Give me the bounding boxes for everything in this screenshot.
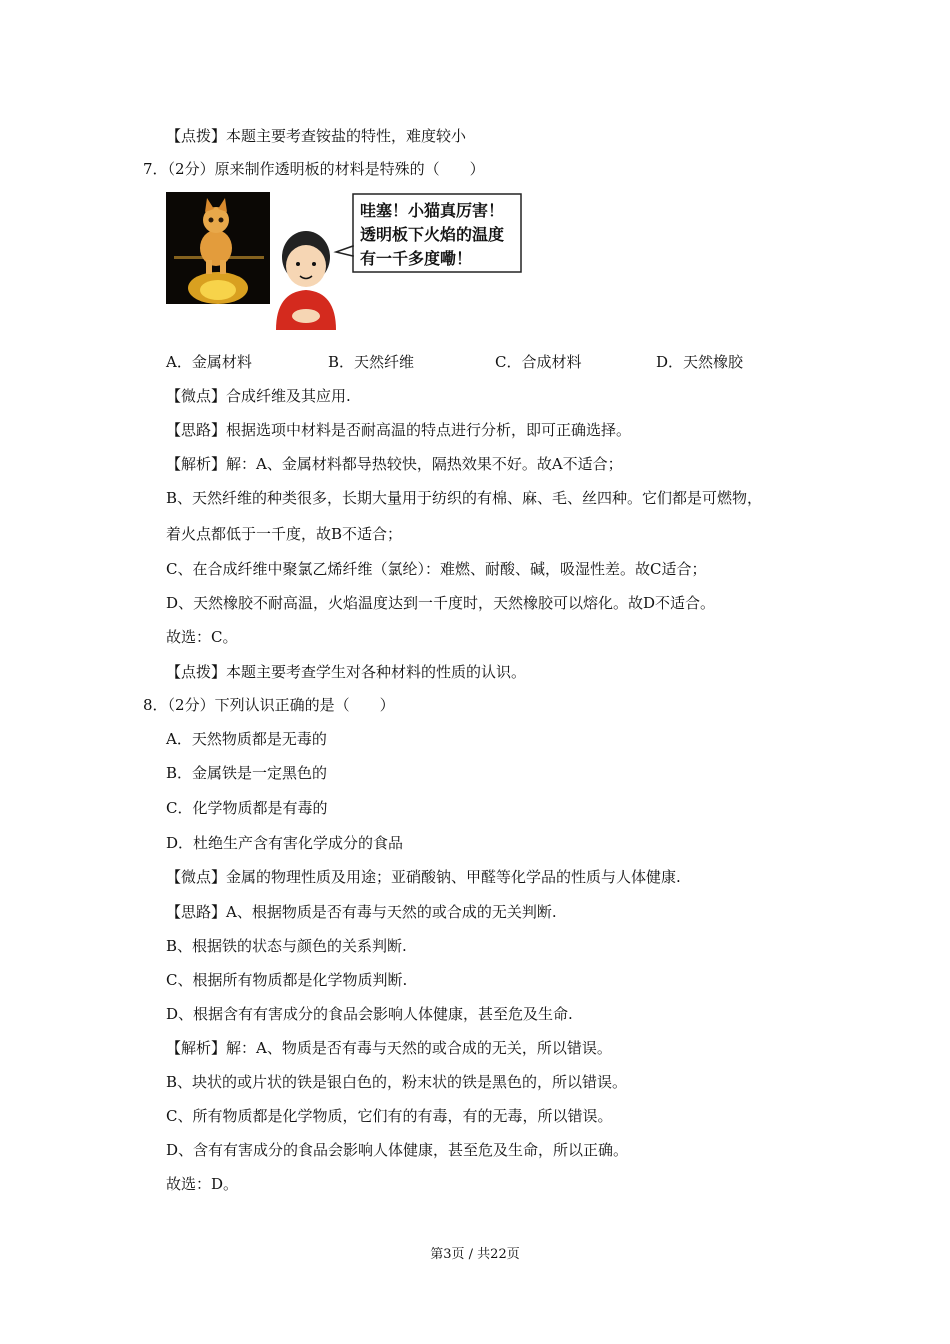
speech-bubble-line-1: 哇塞！小猫真厉害！ bbox=[360, 201, 505, 220]
q8-jiexi-line: 【解析】解：A、物质是否有毒与天然的或合成的无关，所以错误。 bbox=[166, 1039, 612, 1057]
q8-answer: 故选：D。 bbox=[166, 1175, 239, 1193]
q7-dianbo: 【点拨】本题主要考查学生对各种材料的性质的认识。 bbox=[166, 663, 527, 681]
q8-weidian: 【微点】金属的物理性质及用途；亚硝酸钠、甲醛等化学品的性质与人体健康. bbox=[166, 868, 681, 886]
q8-jiexi-line: C、所有物质都是化学物质，它们有的有毒，有的无毒，所以错误。 bbox=[166, 1107, 613, 1125]
q7-option-b: B．天然纤维 bbox=[328, 353, 415, 371]
q8-option-d: D．杜绝生产含有害化学成分的食品 bbox=[166, 834, 404, 852]
q7-weidian: 【微点】合成纤维及其应用. bbox=[166, 387, 351, 405]
speech-bubble-line-3: 有一千多度嘞！ bbox=[360, 249, 473, 268]
q8-option-b: B．金属铁是一定黑色的 bbox=[166, 764, 328, 782]
speech-bubble-line-2: 透明板下火焰的温度 bbox=[360, 225, 505, 244]
q8-option-c: C．化学物质都是有毒的 bbox=[166, 799, 328, 817]
q7-jiexi-line: 【解析】解：A、金属材料都导热较快，隔热效果不好。故A不适合； bbox=[166, 455, 623, 473]
q7-stem: 7．（2分）原来制作透明板的材料是特殊的（ ） bbox=[143, 160, 485, 178]
q7-jiexi-line: D、天然橡胶不耐高温，火焰温度达到一千度时，天然橡胶可以熔化。故D不适合。 bbox=[166, 594, 716, 612]
page-footer: 第3页 / 共22页 bbox=[430, 1247, 520, 1262]
q8-silu-line: C、根据所有物质都是化学物质判断. bbox=[166, 971, 408, 989]
q7-silu: 【思路】根据选项中材料是否耐高温的特点进行分析，即可正确选择。 bbox=[166, 421, 632, 439]
q7-option-d: D．天然橡胶 bbox=[656, 353, 744, 371]
q7-option-a: A．金属材料 bbox=[166, 353, 252, 371]
q8-option-a: A．天然物质都是无毒的 bbox=[166, 730, 327, 748]
q7-jiexi-line: B、天然纤维的种类很多，长期大量用于纺织的有棉、麻、毛、丝四种。它们都是可燃物， bbox=[166, 489, 763, 507]
q7-options bbox=[166, 351, 806, 373]
q8-silu-line: D、根据含有有害成分的食品会影响人体健康，甚至危及生命. bbox=[166, 1005, 573, 1023]
q7-illustration bbox=[166, 190, 526, 330]
q7-jiexi-line: 着火点都低于一千度，故B不适合； bbox=[166, 525, 403, 543]
q7-jiexi-line: C、在合成纤维中聚氯乙烯纤维（氯纶）：难燃、耐酸、碱，吸湿性差。故C适合； bbox=[166, 560, 707, 578]
q8-silu-line: 【思路】A、根据物质是否有毒与天然的或合成的无关判断. bbox=[166, 903, 557, 921]
q6-dianbo: 【点拨】本题主要考查铵盐的特性，难度较小 bbox=[166, 127, 467, 145]
q8-silu-line: B、根据铁的状态与颜色的关系判断. bbox=[166, 937, 407, 955]
q7-option-c: C．合成材料 bbox=[495, 353, 582, 371]
q7-answer: 故选：C。 bbox=[166, 628, 238, 646]
q8-jiexi-line: D、含有有害成分的食品会影响人体健康，甚至危及生命，所以正确。 bbox=[166, 1141, 629, 1159]
q8-jiexi-line: B、块状的或片状的铁是银白色的，粉末状的铁是黑色的，所以错误。 bbox=[166, 1073, 628, 1091]
q8-stem: 8．（2分）下列认识正确的是（ ） bbox=[143, 696, 395, 714]
